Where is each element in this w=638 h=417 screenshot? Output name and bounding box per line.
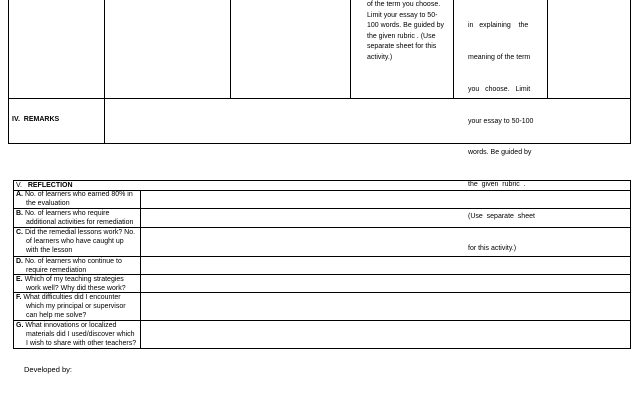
row-question: can help me solve? — [26, 312, 87, 319]
reflection-row-b — [14, 209, 140, 227]
reflection-answer-a[interactable] — [141, 191, 630, 208]
text-line: words. Be guided by — [468, 149, 532, 157]
reflection-header-label: REFLECTION — [27, 182, 73, 189]
row-question: additional activities for remediation — [26, 219, 134, 226]
text-line: 100 words. Be guided by — [367, 22, 445, 30]
row-question: which my principal or supervisor — [26, 303, 126, 310]
row-question: No. of learners who require — [24, 210, 110, 217]
reflection-answer-e[interactable] — [141, 275, 630, 292]
row-letter: D. — [16, 258, 23, 265]
text-line: of the term you choose. — [367, 1, 441, 8]
row-question: What innovations or localized — [25, 322, 117, 329]
row-question: What difficulties did I encounter — [23, 294, 121, 301]
row-question: No. of learners who continue to — [24, 258, 122, 265]
reflection-row-c — [14, 228, 140, 255]
reflection-answer-b[interactable] — [141, 209, 630, 227]
cell-essay-instructions-a — [367, 0, 450, 64]
reflection-row-g — [14, 321, 140, 348]
reflection-row-e — [14, 275, 140, 293]
row-question: the evaluation — [26, 200, 70, 207]
row-question: Which of my teaching strategies — [24, 276, 124, 283]
reflection-answer-f[interactable] — [141, 293, 630, 320]
reflection-header-number: V. — [16, 182, 22, 189]
text-line: in explaining the — [468, 22, 529, 30]
row-question: with the lesson — [26, 247, 73, 254]
reflection-answer-d[interactable] — [141, 257, 630, 274]
reflection-row-d — [14, 257, 140, 275]
row-letter: B. — [16, 210, 23, 217]
text-line: separate sheet for this — [367, 43, 437, 51]
row-question: work well? Why did these work? — [26, 285, 126, 292]
text-line: activity.) — [367, 53, 393, 61]
row-letter: E. — [16, 276, 23, 283]
row-letter: A. — [16, 191, 23, 198]
text-line: the given rubric . (Use — [367, 32, 436, 40]
row-question: require remediation — [26, 267, 87, 274]
text-line: you choose. Limit — [468, 85, 531, 93]
developed-by-label: Developed by: — [24, 365, 72, 374]
remarks-field[interactable] — [105, 99, 630, 143]
reflection-header — [16, 181, 73, 190]
text-line: Limit your essay to 50- — [367, 11, 438, 19]
reflection-answer-c[interactable] — [141, 228, 630, 256]
reflection-row-f — [14, 293, 140, 320]
row-question: Did the remedial lessons work? No. — [24, 229, 136, 236]
row-letter: G. — [16, 322, 24, 329]
text-line: the given rubric . — [468, 181, 526, 189]
text-line: (Use separate sheet — [468, 212, 535, 220]
text-line: for this activity.) — [468, 244, 517, 252]
reflection-row-a — [14, 190, 140, 208]
reflection-answer-g[interactable] — [141, 321, 630, 348]
row-question: No. of learners who earned 80% in — [24, 191, 133, 198]
row-letter: C. — [16, 229, 23, 236]
text-line: meaning of the term — [468, 53, 531, 61]
remarks-label: IV. REMARKS — [12, 116, 60, 123]
row-question: materials did I used/discover which — [26, 331, 135, 338]
row-question: of learners who have caught up — [26, 238, 124, 245]
text-line: your essay to 50-100 — [468, 117, 534, 125]
row-question: I wish to share with other teachers? — [26, 340, 137, 347]
row-letter: F. — [16, 294, 22, 301]
